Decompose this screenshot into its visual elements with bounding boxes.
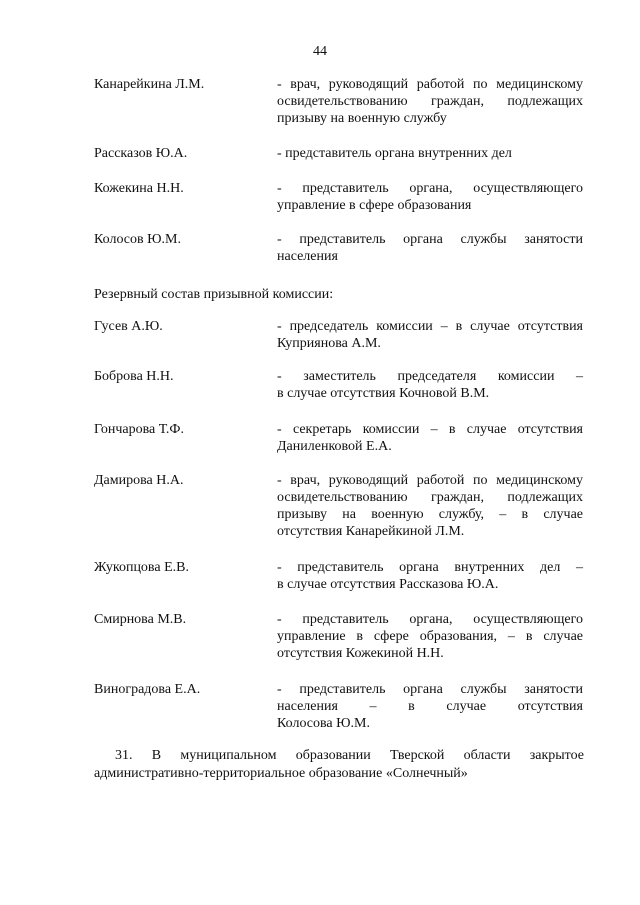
closing-paragraph-line: 31. В муниципальном образовании Тверской области закрытое [115,748,584,763]
member-name: Жукопцова Е.В. [94,560,189,575]
member-name: Виноградова Е.А. [94,682,201,697]
member-name: Канарейкина Л.М. [94,77,205,92]
page-number: 44 [313,44,327,59]
member-role-line: - заместитель председателя комиссии – [277,369,583,384]
member-role-line: освидетельствованию граждан, подлежащих [277,490,583,505]
member-role-line: освидетельствованию граждан, подлежащих [277,94,583,109]
member-role-line: призыву на военную службу, – в случае [277,507,583,522]
member-role-line: Колосова Ю.М. [277,716,370,731]
member-role-line: Даниленковой Е.А. [277,439,392,454]
closing-paragraph-line: административно-территориальное образование «Солнечный» [94,766,468,781]
member-name: Гончарова Т.Ф. [94,422,184,437]
member-name: Дамирова Н.А. [94,473,184,488]
member-role-line: Куприянова А.М. [277,336,381,351]
member-role [277,681,583,732]
member-role-line: призыву на военную службу [277,111,447,126]
member-role-line: - представитель органа службы занятости [277,682,583,697]
member-role [277,318,583,352]
member-role [277,559,583,593]
member-name: Кожекина Н.Н. [94,181,184,196]
member-role-line: - представитель органа, осуществляющего [277,612,583,627]
closing-paragraph [94,747,584,783]
member-role [277,368,583,402]
member-name: Смирнова М.В. [94,612,187,627]
member-role [277,145,583,162]
member-role-line: - представитель органа, осуществляющего [277,181,583,196]
member-role-line: населения [277,249,338,264]
member-role-line: в случае отсутствия Рассказова Ю.А. [277,577,499,592]
member-role-line: - секретарь комиссии – в случае отсутствия [277,422,583,437]
member-role-line: - представитель органа внутренних дел [277,146,512,161]
member-role-line: - представитель органа внутренних дел – [277,560,583,575]
member-role [277,472,583,540]
member-name: Гусев А.Ю. [94,319,163,334]
member-role-line: - врач, руководящий работой по медицинскому [277,473,583,488]
member-role-line: отсутствия Канарейкиной Л.М. [277,524,465,539]
member-role [277,421,583,455]
member-role-line: - представитель органа службы занятости [277,232,583,247]
member-name: Боброва Н.Н. [94,369,174,384]
member-role [277,180,583,214]
reserve-section-title: Резервный состав призывной комиссии: [94,287,334,302]
member-role-line: - председатель комиссии – в случае отсутствия [277,319,583,334]
member-role-line: в случае отсутствия Кочновой В.М. [277,386,490,401]
member-role-line: отсутствия Кожекиной Н.Н. [277,646,444,661]
member-role-line: управление в сфере образования [277,198,472,213]
member-role-line: управление в сфере образования, – в случае [277,629,583,644]
member-name: Рассказов Ю.А. [94,146,188,161]
member-role-line: - врач, руководящий работой по медицинскому [277,77,583,92]
member-role [277,231,583,265]
member-name: Колосов Ю.М. [94,232,181,247]
member-role [277,611,583,662]
member-role [277,76,583,127]
member-role-line: населения – в случае отсутствия [277,699,583,714]
